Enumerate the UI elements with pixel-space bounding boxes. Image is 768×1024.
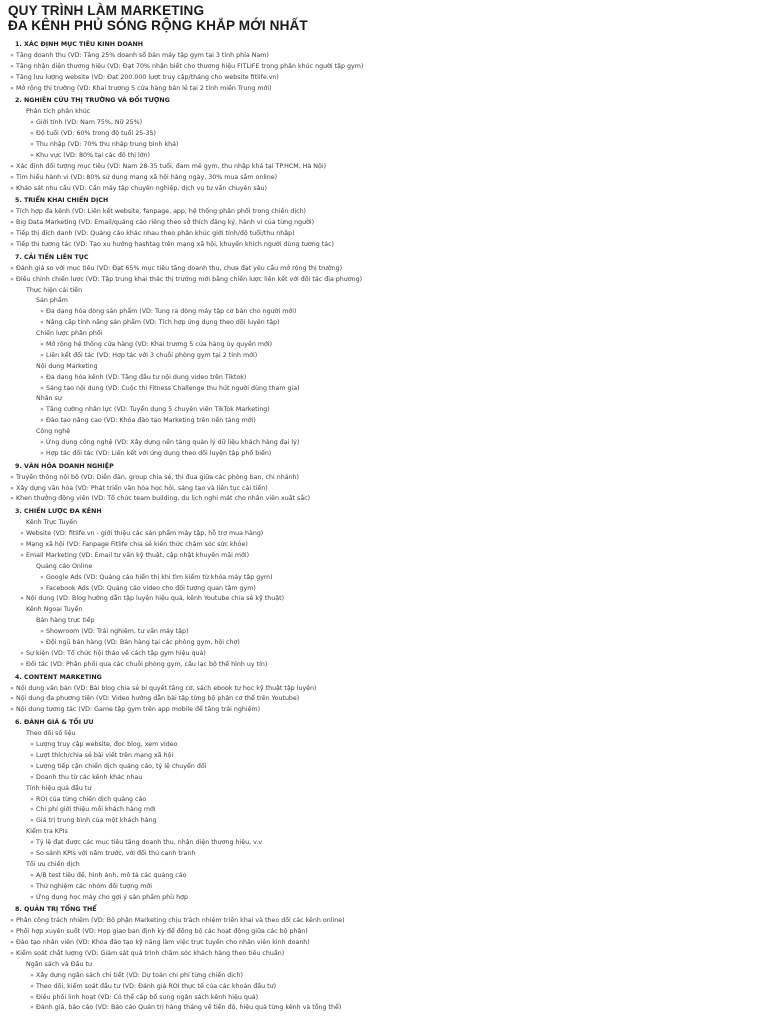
bullet-icon: » — [30, 849, 34, 857]
item-text: Tiếp thị tương tác (VD: Tạo xu hướng hashtag trên mạng xã hội, khuyến khích người dùng tương tác) — [16, 240, 334, 248]
bullet-icon: » — [30, 140, 34, 148]
bullet-icon: » — [10, 62, 14, 70]
outline-item — [8, 494, 760, 505]
title-line-1: QUY TRÌNH LÀM MARKETING — [8, 3, 205, 18]
group-label — [8, 604, 760, 615]
item-text: Đa dạng hóa dòng sản phẩm (VD: Tung ra dòng máy tập cơ bản cho người mới) — [46, 308, 297, 316]
outline-item — [8, 772, 760, 783]
outline-item — [8, 50, 760, 61]
bullet-icon: » — [10, 706, 14, 714]
bullet-icon: » — [30, 751, 34, 759]
bullet-icon: » — [20, 541, 24, 549]
bullet-icon: » — [10, 162, 14, 170]
bullet-icon: » — [10, 184, 14, 192]
item-text: Ứng dụng học máy cho gợi ý sản phẩm phù hợp — [36, 893, 188, 901]
outline-item — [8, 539, 760, 550]
bullet-icon: » — [40, 639, 44, 647]
outline-item — [8, 274, 760, 285]
item-text: Đào tạo nâng cao (VD: Khóa đào tạo Marketing trên nền tảng mới) — [46, 417, 256, 425]
outline-item — [8, 739, 760, 750]
bullet-icon: » — [20, 530, 24, 538]
outline-item — [8, 750, 760, 761]
item-text: Facebook Ads (VD: Quảng cáo video cho đối tượng quan tâm gym) — [46, 584, 256, 592]
outline-item — [8, 992, 760, 1003]
bullet-icon: » — [10, 684, 14, 692]
outline-item — [8, 659, 760, 670]
item-text: Giá trị trung bình của một khách hàng — [36, 817, 157, 825]
group-label — [8, 561, 760, 572]
outline-item — [8, 83, 760, 94]
item-text: Chiến lược phân phối — [36, 330, 103, 338]
item-text: A/B test tiêu đề, hình ảnh, mô tả các quảng cáo — [36, 871, 187, 879]
outline-item — [8, 239, 760, 250]
item-text: Mạng xã hội (VD: Fanpage Fitlife chia sẻ kiến thức chăm sóc sức khỏe) — [26, 541, 248, 549]
outline-list — [8, 39, 760, 1013]
document-title — [8, 3, 760, 33]
bullet-icon: » — [10, 928, 14, 936]
item-text: Truyền thông nội bộ (VD: Diễn đàn, group chia sẻ, thi đua giữa các phòng ban, chi nhánh) — [16, 473, 300, 481]
item-text: Đội ngũ bán hàng (VD: Bán hàng tại các phòng gym, hội chợ) — [46, 639, 240, 647]
item-text: Khảo sát nhu cầu (VD: Cần máy tập chuyên nghiệp, dịch vụ tư vấn chuyên sâu) — [16, 184, 267, 192]
item-text: 8. QUẢN TRỊ TỔNG THỂ — [15, 906, 97, 914]
item-text: Phân tích phân khúc — [26, 108, 91, 116]
bullet-icon: » — [10, 73, 14, 81]
item-text: Xây dựng ngân sách chi tiết (VD: Dự toán chi phí từng chiến dịch) — [36, 971, 243, 979]
item-text: Theo dõi, kiểm soát đầu tư (VD: Đánh giá ROI thực tế của các khoản đầu tư) — [36, 982, 277, 990]
group-label — [8, 285, 760, 296]
item-text: Công nghệ — [36, 428, 71, 436]
outline-item — [8, 139, 760, 150]
bullet-icon: » — [30, 871, 34, 879]
item-text: Thu nhập (VD: 70% thu nhập trung bình khá) — [36, 140, 179, 148]
item-text: 3. CHIẾN LƯỢC ĐA KÊNH — [15, 508, 102, 516]
item-text: Đa dạng hóa kênh (VD: Tăng đầu tư nội dung video trên Tiktok) — [46, 373, 247, 381]
bullet-icon: » — [30, 893, 34, 901]
group-label — [8, 106, 760, 117]
group-label — [8, 361, 760, 372]
outline-item — [8, 528, 760, 539]
item-text: So sánh KPIs với năm trước, với đối thủ cạnh tranh — [36, 849, 196, 857]
outline-item — [8, 263, 760, 274]
item-text: Nội dung đa phương tiện (VD: Video hướng dẫn bài tập từng bộ phận cơ thể trên Youtube) — [16, 695, 300, 703]
item-text: 9. VĂN HÓA DOANH NGHIỆP — [15, 462, 114, 470]
item-text: Xác định đối tượng mục tiêu (VD: Nam 28-35 tuổi, đam mê gym, thu nhập khá tại TP.HCM, Hà Nội) — [16, 162, 327, 170]
outline-item — [8, 415, 760, 426]
outline-item — [8, 150, 760, 161]
item-text: Quảng cáo Online — [36, 562, 93, 570]
item-text: Tích hợp đa kênh (VD: Liên kết website, fanpage, app, hệ thống phân phối trong chiến dịch) — [16, 208, 307, 216]
outline-item — [8, 948, 760, 959]
bullet-icon: » — [40, 449, 44, 457]
group-label — [8, 783, 760, 794]
outline-item — [8, 837, 760, 848]
outline-item — [8, 72, 760, 83]
section-heading — [8, 95, 760, 106]
outline-item — [8, 804, 760, 815]
bullet-icon: » — [20, 595, 24, 603]
item-text: Chi phí giới thiệu mỗi khách hàng mới — [36, 806, 156, 814]
group-label — [8, 517, 760, 528]
outline-item — [8, 848, 760, 859]
item-text: Tính hiệu quả đầu tư — [26, 784, 92, 792]
outline-item — [8, 926, 760, 937]
bullet-icon: » — [30, 130, 34, 138]
item-text: Nội dung (VD: Blog hướng dẫn tập luyện hiệu quả, kênh Youtube chia sẻ kỹ thuật) — [26, 595, 285, 603]
bullet-icon: » — [10, 219, 14, 227]
outline-item — [8, 306, 760, 317]
item-text: Kiểm tra KPIs — [26, 828, 68, 836]
item-text: Showroom (VD: Trải nghiệm, tư vấn máy tập) — [46, 628, 189, 636]
item-text: Tăng lưu lượng website (VD: Đạt 200.000 lượt truy cập/tháng cho website fitlife.vn) — [16, 73, 279, 81]
item-text: Tối ưu chiến dịch — [26, 860, 80, 868]
outline-item — [8, 172, 760, 183]
outline-item — [8, 448, 760, 459]
bullet-icon: » — [10, 240, 14, 248]
bullet-icon: » — [30, 762, 34, 770]
outline-item — [8, 339, 760, 350]
bullet-icon: » — [10, 264, 14, 272]
group-label — [8, 295, 760, 306]
item-text: Doanh thu từ các kênh khác nhau — [36, 773, 143, 781]
outline-item — [8, 317, 760, 328]
bullet-icon: » — [40, 584, 44, 592]
item-text: Theo dõi số liệu — [26, 730, 76, 738]
bullet-icon: » — [30, 151, 34, 159]
item-text: 1. XÁC ĐỊNH MỤC TIÊU KINH DOANH — [15, 40, 144, 48]
item-text: Lượng truy cập website, đọc blog, xem video — [36, 741, 178, 749]
group-label — [8, 728, 760, 739]
item-text: 5. TRIỂN KHAI CHIẾN DỊCH — [15, 197, 109, 205]
bullet-icon: » — [30, 119, 34, 127]
section-heading — [8, 461, 760, 472]
outline-item — [8, 594, 760, 605]
outline-item — [8, 648, 760, 659]
outline-item — [8, 694, 760, 705]
item-text: Đánh giá so với mục tiêu (VD: Đạt 65% mục tiêu tăng doanh thu, chưa đạt yêu cầu mở rộng thị trường) — [16, 264, 343, 272]
group-label — [8, 426, 760, 437]
bullet-icon: » — [10, 473, 14, 481]
item-text: Kênh Ngoại Tuyến — [26, 606, 83, 614]
bullet-icon: » — [30, 882, 34, 890]
outline-item — [8, 704, 760, 715]
section-heading — [8, 672, 760, 683]
group-label — [8, 394, 760, 405]
bullet-icon: » — [30, 839, 34, 847]
bullet-icon: » — [30, 773, 34, 781]
group-label — [8, 615, 760, 626]
item-text: Mở rộng hệ thống cửa hàng (VD: Khai trương 5 cửa hàng ủy quyền mới) — [46, 340, 273, 348]
section-heading — [8, 195, 760, 206]
bullet-icon: » — [30, 795, 34, 803]
outline-item — [8, 981, 760, 992]
bullet-icon: » — [40, 319, 44, 327]
section-heading — [8, 39, 760, 50]
item-text: Đánh giá, báo cáo (VD: Báo cáo Quản trị hàng tháng về tiến độ, hiệu quả từng kênh và tổng thể) — [36, 1004, 342, 1012]
item-text: Google Ads (VD: Quảng cáo hiển thị khi tìm kiếm từ khóa máy tập gym) — [46, 573, 273, 581]
bullet-icon: » — [30, 971, 34, 979]
bullet-icon: » — [10, 949, 14, 957]
bullet-icon: » — [10, 917, 14, 925]
bullet-icon: » — [20, 551, 24, 559]
item-text: Hợp tác đối tác (VD: Liên kết với ứng dụng theo dõi luyện tập phổ biến) — [46, 449, 272, 457]
bullet-icon: » — [40, 308, 44, 316]
group-label — [8, 826, 760, 837]
item-text: Tăng nhận diện thương hiệu (VD: Đạt 70% nhận biết cho thương hiệu FITLIFE trong phân khúc người tập gym) — [16, 62, 364, 70]
item-text: Sự kiện (VD: Tổ chức hội thảo về cách tập gym hiệu quả) — [26, 649, 206, 657]
item-text: Lượng tiếp cận chiến dịch quảng cáo, tỷ lệ chuyển đổi — [36, 762, 207, 770]
item-text: Thực hiện cải tiến — [26, 286, 83, 294]
bullet-icon: » — [30, 817, 34, 825]
outline-item — [8, 350, 760, 361]
outline-item — [8, 583, 760, 594]
section-heading — [8, 717, 760, 728]
item-text: 7. CẢI TIẾN LIÊN TỤC — [15, 253, 89, 261]
outline-item — [8, 815, 760, 826]
item-text: Đào tạo nhân viên (VD: Khóa đào tạo kỹ năng làm việc trực tuyến cho nhân viên kinh doanh) — [16, 939, 310, 947]
outline-item — [8, 881, 760, 892]
item-text: Nội dung Marketing — [36, 362, 98, 370]
item-text: Khu vực (VD: 80% tại các đô thị lớn) — [36, 151, 151, 159]
item-text: 4. CONTENT MARKETING — [15, 673, 102, 681]
item-text: Đối tác (VD: Phân phối qua các chuỗi phòng gym, câu lạc bộ thể hình uy tín) — [26, 660, 268, 668]
item-text: Big Data Marketing (VD: Email/quảng cáo riêng theo sở thích đăng ký, hành vi của từng người) — [16, 219, 315, 227]
outline-item — [8, 228, 760, 239]
item-text: Sáng tạo nội dung (VD: Cuộc thi Fitness Challenge thu hút người dùng tham gia) — [46, 384, 300, 392]
bullet-icon: » — [10, 695, 14, 703]
bullet-icon: » — [30, 993, 34, 1001]
outline-item — [8, 1002, 760, 1013]
bullet-icon: » — [40, 628, 44, 636]
bullet-icon: » — [30, 806, 34, 814]
item-text: Tiếp thị đích danh (VD: Quảng cáo khác nhau theo phân khúc giới tính/độ tuổi/thu nhập) — [16, 230, 295, 238]
bullet-icon: » — [30, 982, 34, 990]
outline-item — [8, 572, 760, 583]
outline-item — [8, 870, 760, 881]
item-text: Giới tính (VD: Nam 75%, Nữ 25%) — [36, 119, 143, 127]
bullet-icon: » — [40, 373, 44, 381]
bullet-icon: » — [10, 208, 14, 216]
outline-item — [8, 404, 760, 415]
outline-item — [8, 483, 760, 494]
item-text: Độ tuổi (VD: 60% trong độ tuổi 25-35) — [36, 130, 156, 138]
item-text: Nội dung tương tác (VD: Game tập gym trên app mobile để tăng trải nghiệm) — [16, 706, 261, 714]
outline-item — [8, 761, 760, 772]
item-text: Xây dựng văn hóa (VD: Phát triển văn hóa học hỏi, sáng tạo và liên tục cải tiến) — [16, 484, 268, 492]
bullet-icon: » — [40, 573, 44, 581]
item-text: Kiểm soát chất lượng (VD: Giám sát quá trình chăm sóc khách hàng theo tiêu chuẩn) — [16, 949, 285, 957]
item-text: 2. NGHIÊN CỨU THỊ TRƯỜNG VÀ ĐỐI TƯỢNG — [15, 97, 170, 105]
outline-item — [8, 970, 760, 981]
item-text: Phối hợp xuyên suốt (VD: Họp giao ban định kỳ để đồng bộ các hoạt động giữa các bộ phận) — [16, 928, 308, 936]
item-text: Nhân sự — [36, 395, 62, 403]
section-heading — [8, 904, 760, 915]
item-text: Ngân sách và Đầu tư — [26, 960, 92, 968]
outline-item — [8, 915, 760, 926]
outline-item — [8, 626, 760, 637]
item-text: Tăng cường nhân lực (VD: Tuyển dụng 5 chuyên viên TikTok Marketing) — [46, 406, 270, 414]
outline-item — [8, 683, 760, 694]
outline-item — [8, 437, 760, 448]
outline-item — [8, 61, 760, 72]
outline-item — [8, 637, 760, 648]
item-text: Tìm hiểu hành vi (VD: 80% sử dụng mạng xã hội hàng ngày, 30% mua sắm online) — [16, 173, 278, 181]
section-heading — [8, 252, 760, 263]
item-text: Lượt thích/chia sẻ bài viết trên mạng xã hội — [36, 751, 174, 759]
item-text: Điều chỉnh chiến lược (VD: Tập trung khai thác thị trường mới bằng chiến lược liên kết với đối tác địa phương) — [16, 275, 363, 283]
bullet-icon: » — [10, 484, 14, 492]
item-text: Phân công trách nhiệm (VD: Bộ phận Marketing chịu trách nhiệm triển khai và theo dõi các kênh online) — [16, 917, 345, 925]
outline-item — [8, 128, 760, 139]
outline-item — [8, 892, 760, 903]
item-text: Ứng dụng công nghệ (VD: Xây dựng nền tảng quản lý dữ liệu khách hàng đại lý) — [46, 439, 300, 446]
item-text: Kênh Trực Tuyến — [26, 519, 78, 527]
bullet-icon: » — [10, 51, 14, 59]
bullet-icon: » — [40, 340, 44, 348]
outline-item — [8, 183, 760, 194]
bullet-icon: » — [30, 741, 34, 749]
bullet-icon: » — [40, 439, 44, 446]
outline-item — [8, 372, 760, 383]
bullet-icon: » — [10, 939, 14, 947]
outline-item — [8, 161, 760, 172]
bullet-icon: » — [30, 1004, 34, 1012]
outline-item — [8, 937, 760, 948]
item-text: Tăng doanh thu (VD: Tăng 25% doanh số bán máy tập gym tại 3 tỉnh phía Nam) — [16, 51, 269, 59]
item-text: ROI của từng chiến dịch quảng cáo — [36, 795, 147, 803]
bullet-icon: » — [10, 275, 14, 283]
bullet-icon: » — [40, 351, 44, 359]
group-label — [8, 959, 760, 970]
bullet-icon: » — [40, 417, 44, 425]
item-text: Tỷ lệ đạt được các mục tiêu tăng doanh thu, nhận diện thương hiệu, v.v — [36, 839, 263, 847]
item-text: Bán hàng trực tiếp — [36, 617, 95, 625]
item-text: Mở rộng thị trường (VD: Khai trương 5 cửa hàng bán lẻ tại 2 tỉnh miền Trung mới) — [16, 84, 272, 92]
group-label — [8, 328, 760, 339]
outline-item — [8, 217, 760, 228]
bullet-icon: » — [10, 84, 14, 92]
item-text: Điều phối linh hoạt (VD: Có thể cấp bổ sung ngân sách kênh hiệu quả) — [36, 993, 259, 1001]
item-text: Nâng cấp tính năng sản phẩm (VD: Tích hợp ứng dụng theo dõi luyện tập) — [46, 319, 280, 327]
item-text: Nội dung văn bản (VD: Bài blog chia sẻ bí quyết tăng cơ, sách ebook tự học kỹ thuật tập luyện) — [16, 684, 317, 692]
group-label — [8, 859, 760, 870]
bullet-icon: » — [20, 660, 24, 668]
item-text: Email Marketing (VD: Email tư vấn kỹ thuật, cập nhật khuyến mãi mới) — [26, 551, 250, 559]
bullet-icon: » — [40, 384, 44, 392]
outline-item — [8, 117, 760, 128]
bullet-icon: » — [10, 495, 14, 503]
title-line-2: ĐA KÊNH PHỦ SÓNG RỘNG KHẮP MỚI NHẤT — [8, 18, 308, 33]
item-text: Sản phẩm — [36, 297, 68, 305]
outline-item — [8, 550, 760, 561]
item-text: Website (VD: fitlife.vn - giới thiệu các sản phẩm máy tập, hỗ trợ mua hàng) — [26, 530, 264, 538]
item-text: 6. ĐÁNH GIÁ & TỐI ƯU — [15, 719, 94, 727]
section-heading — [8, 506, 760, 517]
outline-item — [8, 383, 760, 394]
bullet-icon: » — [40, 406, 44, 414]
item-text: Liên kết đối tác (VD: Hợp tác với 3 chuỗi phòng gym tại 2 tỉnh mới) — [46, 351, 258, 359]
outline-item — [8, 472, 760, 483]
item-text: Khen thưởng động viên (VD: Tổ chức team building, du lịch nghỉ mát cho nhân viên xuất sắc) — [16, 495, 311, 503]
item-text: Thử nghiệm các nhóm đối tượng mới — [36, 882, 152, 890]
bullet-icon: » — [10, 173, 14, 181]
bullet-icon: » — [10, 230, 14, 238]
outline-item — [8, 794, 760, 805]
outline-item — [8, 206, 760, 217]
bullet-icon: » — [20, 649, 24, 657]
